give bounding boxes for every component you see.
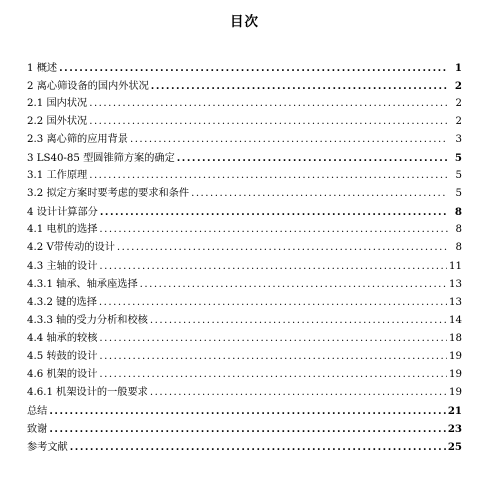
toc-entry-page-number: 18 (449, 332, 462, 344)
toc-entry-label: 4.3.3 轴的受力分析和校核 (27, 314, 148, 326)
toc-entry-page-number: 5 (455, 188, 462, 200)
toc-entry-page-number: 5 (455, 170, 462, 182)
toc-entry-page-number: 8 (454, 206, 462, 219)
toc-entry-label: 1 概述 (27, 63, 58, 74)
dot-leader (99, 348, 447, 366)
toc-entry[interactable] (27, 239, 462, 257)
toc-entry-label: 3 LS40-85 型圆锥筛方案的确定 (27, 153, 175, 165)
dot-leader (89, 113, 448, 131)
toc-entry-label: 2.3 离心筛的应用背景 (27, 134, 128, 146)
toc-entry[interactable] (27, 276, 462, 294)
toc-entry[interactable] (27, 221, 462, 239)
toc-entry-label: 3.2 拟定方案时要考虑的要求和条件 (27, 188, 190, 200)
toc-entry[interactable] (27, 77, 462, 95)
toc-entry-page-number: 5 (454, 152, 462, 165)
toc-entry[interactable] (27, 330, 462, 348)
toc-entry[interactable] (27, 113, 462, 131)
toc-entry[interactable] (27, 167, 462, 185)
toc-entry-page-number: 21 (447, 404, 462, 417)
dot-leader (151, 77, 448, 95)
toc-entry-label: 4.5 转鼓的设计 (27, 350, 98, 362)
toc-entry-label: 3.1 工作原理 (27, 170, 88, 182)
toc-entry-label: 总结 (27, 405, 48, 417)
toc-entry-page-number: 2 (455, 98, 462, 110)
dot-leader (100, 203, 448, 221)
dot-leader (59, 59, 448, 77)
toc-entry-label: 2 离心筛设备的国内外状况 (27, 81, 149, 93)
toc-entry-page-number: 8 (455, 242, 462, 254)
toc-entry-label: 4.3 主轴的设计 (27, 260, 98, 272)
toc-entry-page-number: 2 (454, 80, 462, 93)
toc-entry-label: 4.6 机架的设计 (27, 368, 98, 380)
toc-entry-page-number: 19 (449, 386, 462, 398)
toc-entry[interactable] (27, 384, 462, 402)
table-of-contents (27, 59, 462, 456)
dot-leader (89, 167, 448, 185)
toc-entry-label: 4.4 轴承的较核 (27, 332, 98, 344)
toc-entry-page-number: 13 (449, 278, 462, 290)
dot-leader (89, 95, 448, 113)
dot-leader (177, 149, 448, 167)
dot-leader (99, 221, 448, 239)
toc-entry[interactable] (27, 402, 462, 420)
dot-leader (49, 402, 445, 420)
dot-leader (99, 366, 447, 384)
toc-entry[interactable] (27, 312, 462, 330)
toc-entry-label: 4.2 V带传动的设计 (27, 242, 115, 254)
toc-entry[interactable] (27, 149, 462, 167)
toc-entry-label: 4 设计计算部分 (27, 207, 98, 219)
dot-leader (49, 420, 445, 438)
toc-entry-page-number: 19 (449, 350, 462, 362)
toc-entry-page-number: 11 (449, 260, 462, 272)
dot-leader (70, 438, 446, 456)
toc-entry[interactable] (27, 420, 462, 438)
toc-entry-label: 致谢 (27, 423, 48, 435)
toc-entry-page-number: 13 (449, 296, 462, 308)
dot-leader (140, 276, 447, 294)
dot-leader (99, 258, 447, 276)
toc-entry-label: 4.1 电机的选择 (27, 224, 98, 236)
toc-entry[interactable] (27, 294, 462, 312)
toc-entry[interactable] (27, 203, 462, 221)
dot-leader (99, 330, 447, 348)
toc-entry-page-number: 1 (454, 62, 462, 74)
dot-leader (117, 239, 448, 257)
dot-leader (130, 131, 448, 149)
toc-entry[interactable] (27, 366, 462, 384)
toc-entry[interactable] (27, 131, 462, 149)
toc-entry-page-number: 3 (455, 134, 462, 146)
page-title: 目次 (230, 14, 259, 30)
toc-entry-page-number: 8 (455, 224, 462, 236)
toc-entry[interactable] (27, 95, 462, 113)
toc-entry-label: 4.3.2 键的选择 (27, 296, 97, 308)
toc-entry-label: 2.1 国内状况 (27, 98, 88, 110)
toc-entry-label: 4.6.1 机架设计的一般要求 (27, 386, 148, 398)
dot-leader (99, 294, 447, 312)
toc-entry-page-number: 14 (449, 314, 462, 326)
toc-entry[interactable] (27, 59, 462, 77)
toc-entry-page-number: 25 (447, 440, 462, 453)
dot-leader (150, 384, 447, 402)
toc-entry[interactable] (27, 258, 462, 276)
toc-entry[interactable] (27, 348, 462, 366)
toc-entry-page-number: 19 (449, 368, 462, 380)
toc-entry-page-number: 2 (455, 116, 462, 128)
toc-entry[interactable] (27, 438, 462, 456)
dot-leader (150, 312, 447, 330)
dot-leader (191, 185, 448, 203)
toc-entry-label: 参考文献 (27, 441, 68, 453)
toc-entry-page-number: 23 (447, 422, 462, 435)
toc-entry[interactable] (27, 185, 462, 203)
toc-entry-label: 4.3.1 轴承、轴承座选择 (27, 278, 138, 290)
toc-entry-label: 2.2 国外状况 (27, 116, 88, 128)
